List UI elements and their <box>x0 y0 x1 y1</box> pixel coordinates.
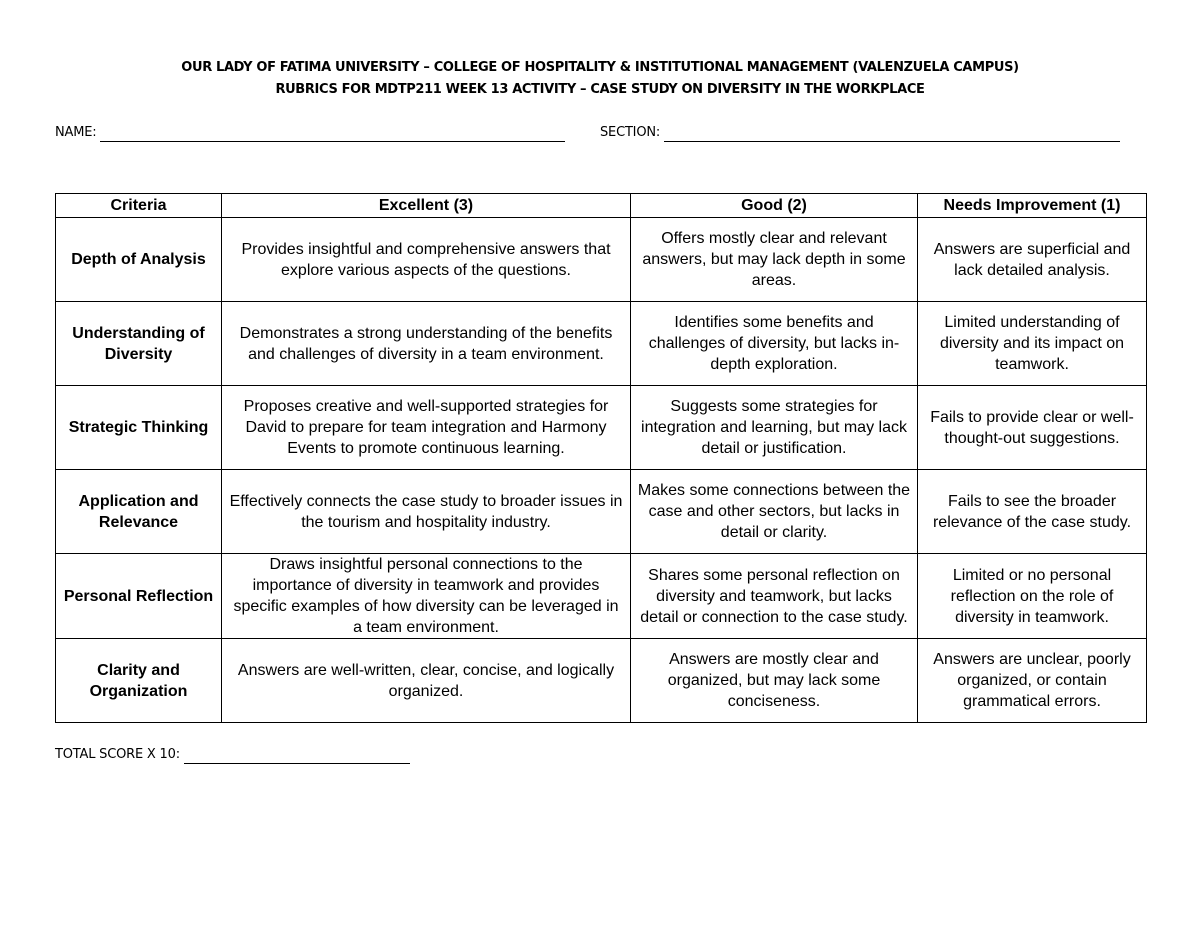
good-cell: Identifies some benefits and challenges of diversity, but lacks in-depth exploration. <box>631 302 918 386</box>
criteria-cell: Application and Relevance <box>56 470 222 554</box>
excellent-cell: Answers are well-written, clear, concise, and logically organized. <box>222 639 631 723</box>
good-cell: Offers mostly clear and relevant answers, but may lack depth in some areas. <box>631 218 918 302</box>
criteria-cell: Depth of Analysis <box>56 218 222 302</box>
column-header-criteria: Criteria <box>56 194 222 218</box>
table-row <box>56 218 1147 302</box>
table-row <box>56 639 1147 723</box>
criteria-cell: Strategic Thinking <box>56 386 222 470</box>
table-row <box>56 554 1147 639</box>
table-row <box>56 302 1147 386</box>
total-score-label: TOTAL SCORE X 10: <box>55 747 180 762</box>
good-cell: Makes some connections between the case and other sectors, but lacks in detail or clarity. <box>631 470 918 554</box>
excellent-cell: Demonstrates a strong understanding of the benefits and challenges of diversity in a team environment. <box>222 302 631 386</box>
excellent-cell: Provides insightful and comprehensive answers that explore various aspects of the questions. <box>222 218 631 302</box>
needs-improvement-cell: Answers are superficial and lack detailed analysis. <box>918 218 1147 302</box>
needs-improvement-cell: Fails to see the broader relevance of the case study. <box>918 470 1147 554</box>
needs-improvement-cell: Limited understanding of diversity and its impact on teamwork. <box>918 302 1147 386</box>
section-blank-line[interactable] <box>664 126 1120 142</box>
table-row <box>56 386 1147 470</box>
good-cell: Suggests some strategies for integration and learning, but may lack detail or justification. <box>631 386 918 470</box>
good-cell: Shares some personal reflection on diversity and teamwork, but lacks detail or connection to the case study. <box>631 554 918 639</box>
section-label: SECTION: <box>600 125 661 140</box>
column-header-needs-improvement: Needs Improvement (1) <box>918 194 1147 218</box>
table-row <box>56 470 1147 554</box>
good-cell: Answers are mostly clear and organized, but may lack some conciseness. <box>631 639 918 723</box>
section-field <box>600 124 1120 142</box>
criteria-cell: Clarity and Organization <box>56 639 222 723</box>
header-university-line: OUR LADY OF FATIMA UNIVERSITY – COLLEGE OF HOSPITALITY & INSTITUTIONAL MANAGEMENT (VALENZUELA CAMPUS) <box>181 60 1019 75</box>
needs-improvement-cell: Fails to provide clear or well-thought-out suggestions. <box>918 386 1147 470</box>
criteria-cell: Understanding of Diversity <box>56 302 222 386</box>
table-header-row <box>56 194 1147 218</box>
total-score-blank-line[interactable] <box>184 748 410 764</box>
criteria-cell: Personal Reflection <box>56 554 222 639</box>
document-header <box>0 57 1200 101</box>
header-rubric-title: RUBRICS FOR MDTP211 WEEK 13 ACTIVITY – CASE STUDY ON DIVERSITY IN THE WORKPLACE <box>275 82 925 97</box>
name-blank-line[interactable] <box>100 126 565 142</box>
column-header-excellent: Excellent (3) <box>222 194 631 218</box>
needs-improvement-cell: Limited or no personal reflection on the role of diversity in teamwork. <box>918 554 1147 639</box>
rubric-table <box>55 193 1147 723</box>
name-label: NAME: <box>55 125 97 140</box>
excellent-cell: Proposes creative and well-supported strategies for David to prepare for team integration and Harmony Events to promote continuous learning. <box>222 386 631 470</box>
needs-improvement-cell: Answers are unclear, poorly organized, or contain grammatical errors. <box>918 639 1147 723</box>
total-score-field <box>55 746 410 764</box>
name-field <box>55 124 565 142</box>
excellent-cell: Effectively connects the case study to broader issues in the tourism and hospitality industry. <box>222 470 631 554</box>
excellent-cell: Draws insightful personal connections to the importance of diversity in teamwork and provides specific examples of how diversity can be leveraged in a team environment. <box>222 554 631 639</box>
column-header-good: Good (2) <box>631 194 918 218</box>
